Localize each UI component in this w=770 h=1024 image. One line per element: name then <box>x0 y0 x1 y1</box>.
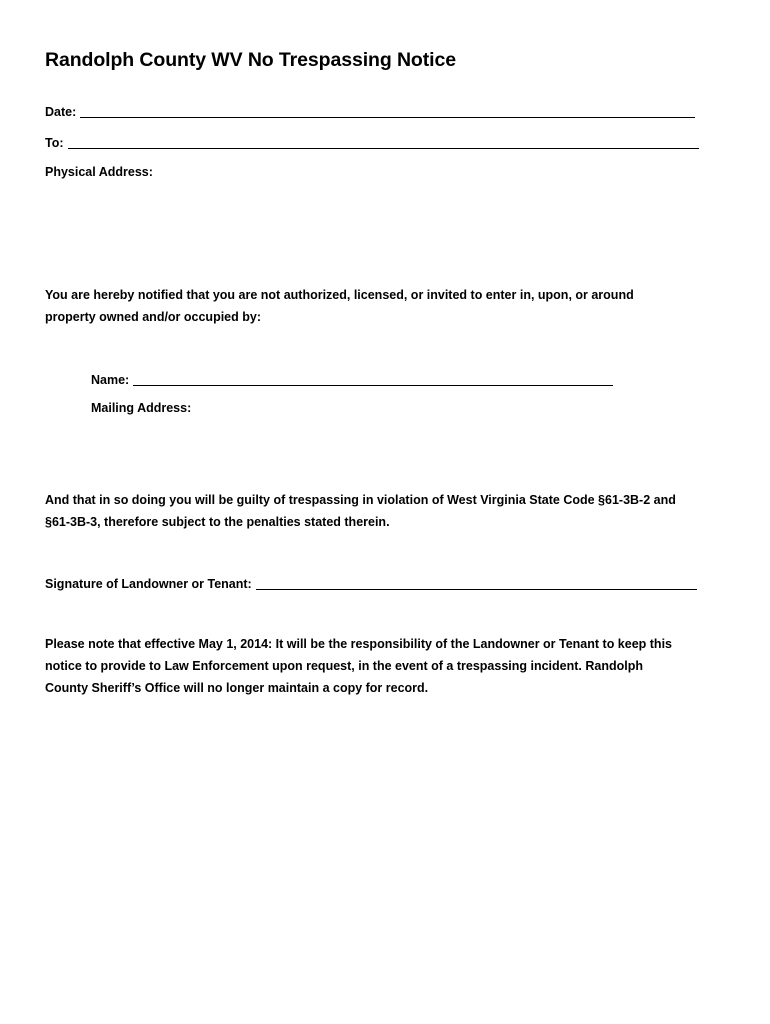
signature-blank-line[interactable] <box>256 577 697 590</box>
to-blank-line[interactable] <box>68 136 699 149</box>
document-title: Randolph County WV No Trespassing Notice <box>45 49 456 71</box>
note-line-2: notice to provide to Law Enforcement upon request, in the event of a trespassing incident. Randolph <box>45 659 643 673</box>
note-paragraph <box>45 633 672 699</box>
violation-line-1: And that in so doing you will be guilty of trespassing in violation of West Virginia State Code §61-3B-2 and <box>45 493 676 507</box>
to-label: To: <box>45 136 64 150</box>
name-field <box>91 371 613 387</box>
date-blank-line[interactable] <box>80 105 695 118</box>
notice-paragraph <box>45 284 634 328</box>
name-blank-line[interactable] <box>133 373 613 386</box>
date-field <box>45 103 695 119</box>
note-line-1: Please note that effective May 1, 2014: It will be the responsibility of the Landowner or Tenant to keep this <box>45 637 672 651</box>
notice-line-1: You are hereby notified that you are not authorized, licensed, or invited to enter in, upon, or around <box>45 288 634 302</box>
note-line-3: County Sheriff’s Office will no longer maintain a copy for record. <box>45 681 429 695</box>
name-label: Name: <box>91 373 130 387</box>
violation-line-2: §61-3B-3, therefore subject to the penalties stated therein. <box>45 515 390 529</box>
physical-address-label: Physical Address: <box>45 165 153 179</box>
date-label: Date: <box>45 105 77 119</box>
signature-label: Signature of Landowner or Tenant: <box>45 577 252 591</box>
notice-line-2: property owned and/or occupied by: <box>45 310 261 324</box>
violation-paragraph <box>45 489 676 533</box>
to-field <box>45 134 699 150</box>
mailing-address-label: Mailing Address: <box>91 401 192 415</box>
signature-field <box>45 575 697 591</box>
